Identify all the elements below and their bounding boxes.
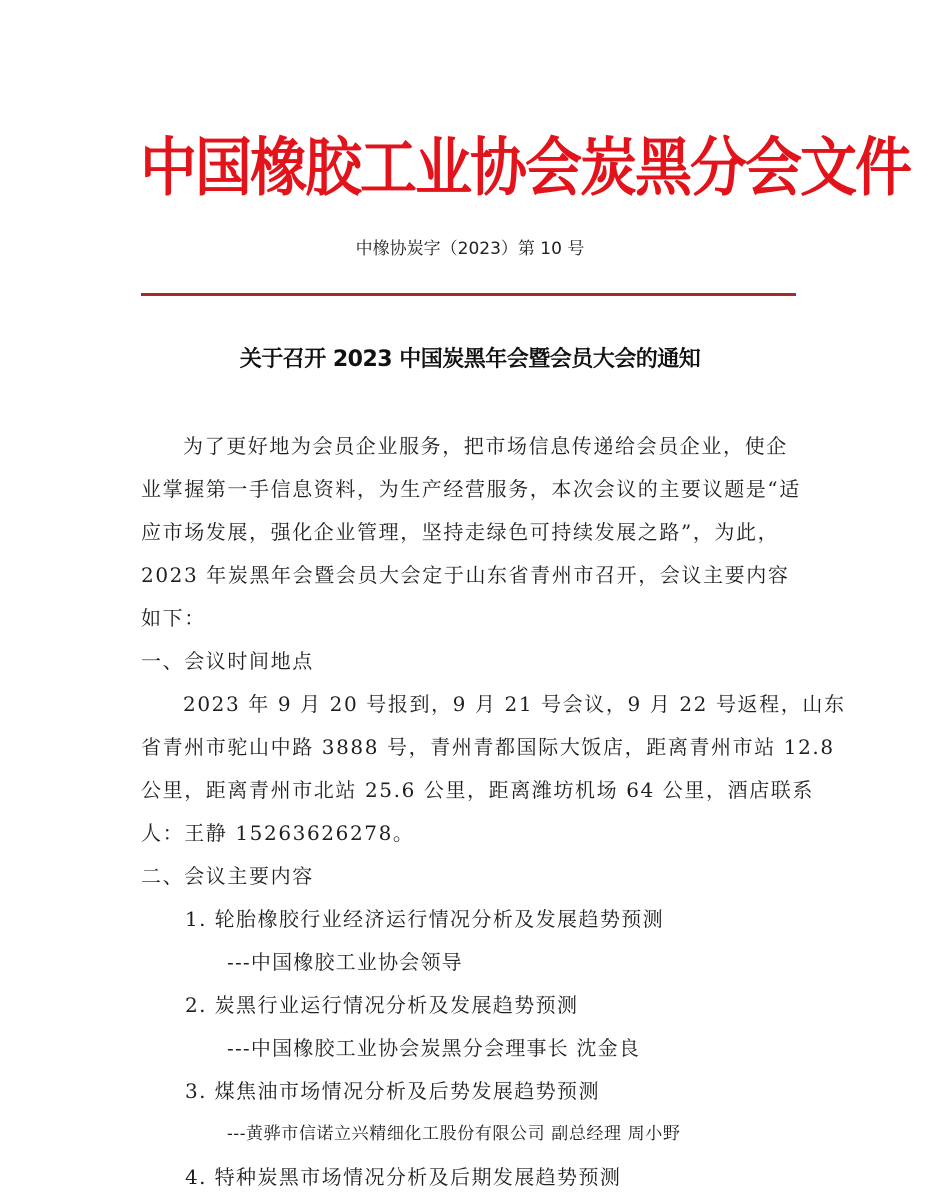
agenda-item-topic: 1. 轮胎橡胶行业经济运行情况分析及发展趋势预测	[185, 907, 665, 931]
intro-line: 为了更好地为会员企业服务，把市场信息传递给会员企业，使企	[183, 434, 788, 458]
intro-line: 如下：	[141, 606, 206, 630]
agenda-item-topic: 3. 煤焦油市场情况分析及后势发展趋势预测	[185, 1079, 600, 1103]
intro-line: 业掌握第一手信息资料，为生产经营服务，本次会议的主要议题是“适	[141, 477, 801, 501]
org-header-title: 中国橡胶工业协会炭黑分会文件	[140, 131, 910, 205]
document-body	[141, 425, 846, 1199]
time-place-line: 人：王静 15263626278。	[141, 821, 415, 845]
time-place-paragraph	[141, 683, 846, 855]
time-place-line: 省青州市驼山中路 3888 号，青州青都国际大饭店，距离青州市站 12.8	[141, 735, 835, 759]
intro-line: 应市场发展，强化企业管理，坚持走绿色可持续发展之路”，为此，	[141, 520, 780, 544]
red-divider-rule	[141, 293, 796, 296]
agenda-item-speaker: ---黄骅市信诺立兴精细化工股份有限公司 副总经理 周小野	[227, 1124, 681, 1144]
agenda-item-speaker: ---中国橡胶工业协会炭黑分会理事长 沈金良	[227, 1036, 641, 1060]
intro-paragraph	[141, 425, 801, 640]
agenda-item-speaker: ---中国橡胶工业协会领导	[227, 950, 463, 974]
section-heading-time-place: 一、会议时间地点	[141, 649, 314, 673]
time-place-line: 公里，距离青州市北站 25.6 公里，距离潍坊机场 64 公里，酒店联系	[141, 778, 815, 802]
intro-line: 2023 年炭黑年会暨会员大会定于山东省青州市召开，会议主要内容	[141, 563, 790, 587]
agenda-item-topic: 4. 特种炭黑市场情况分析及后期发展趋势预测	[185, 1165, 622, 1189]
agenda-item-topic: 2. 炭黑行业运行情况分析及发展趋势预测	[185, 993, 579, 1017]
document-number: 中橡协炭字（2023）第 10 号	[355, 239, 585, 259]
notice-title: 关于召开 2023 中国炭黑年会暨会员大会的通知	[239, 347, 701, 372]
section-heading-main-content: 二、会议主要内容	[141, 864, 314, 888]
time-place-line: 2023 年 9 月 20 号报到，9 月 21 号会议，9 月 22 号返程，山东	[183, 692, 846, 716]
